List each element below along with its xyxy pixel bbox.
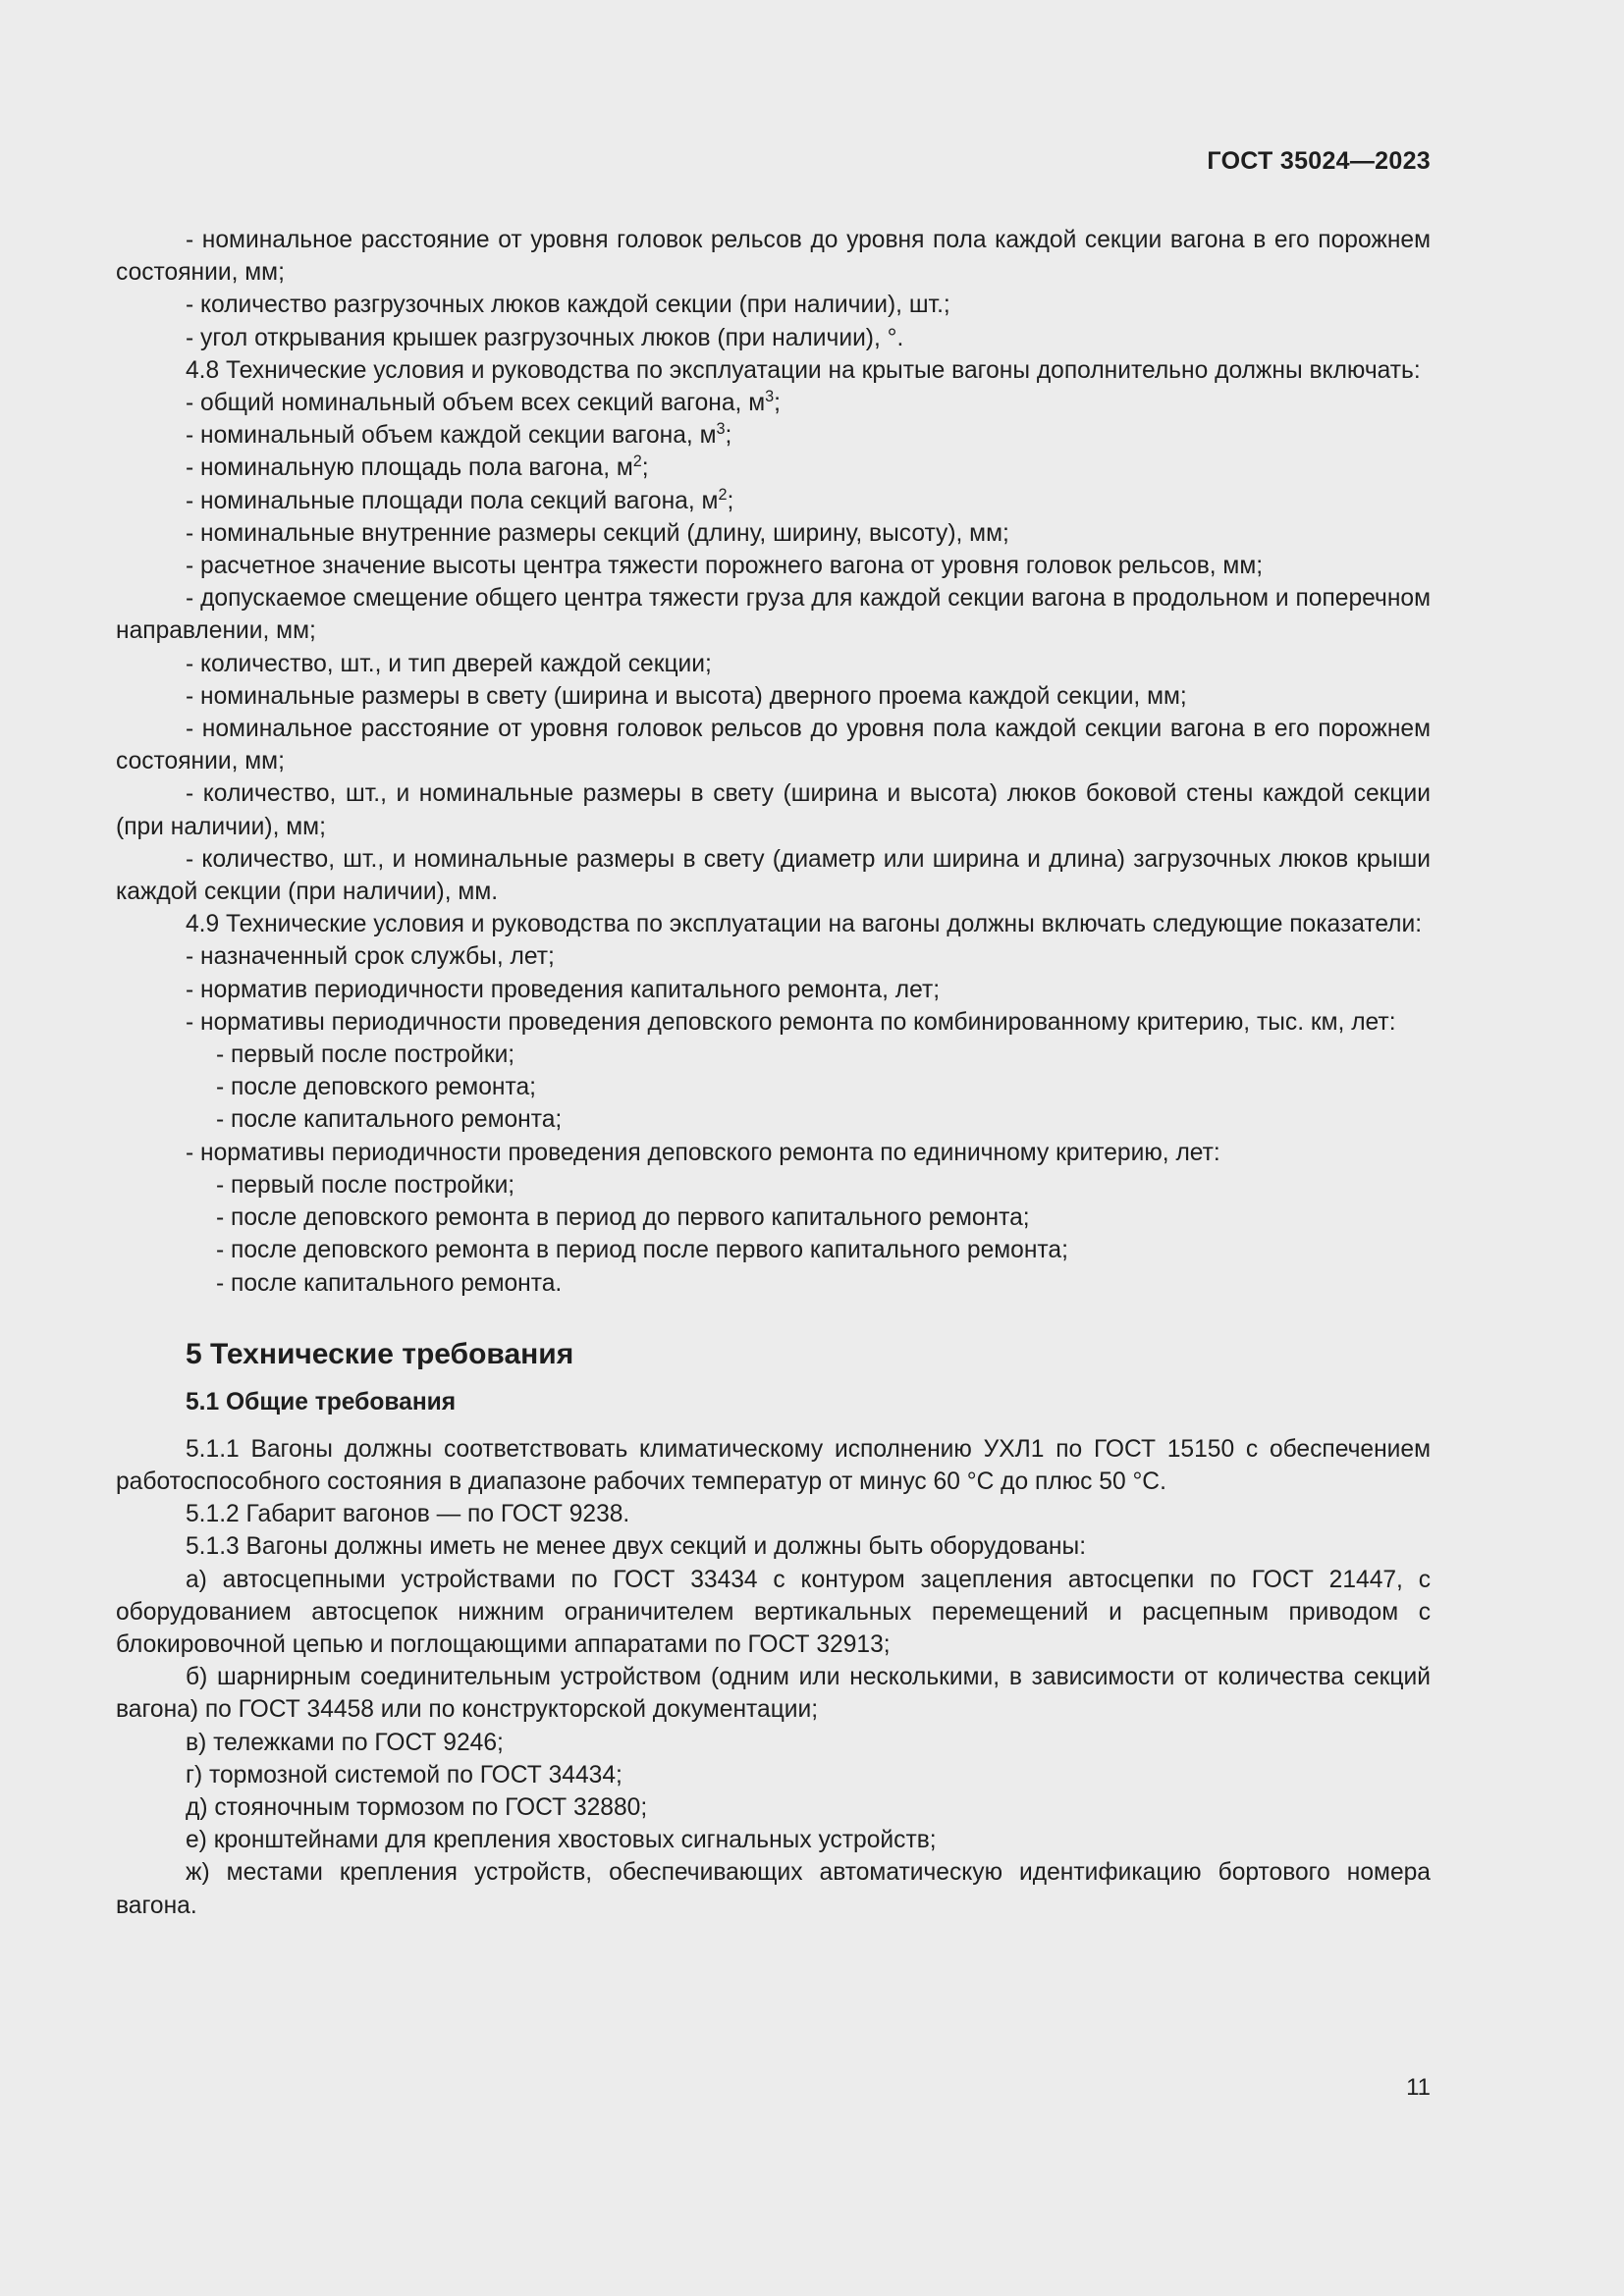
document-body: [116, 224, 1431, 1922]
paragraph: - угол открывания крышек разгрузочных люков (при наличии), °.: [186, 324, 904, 351]
paragraph: [116, 419, 1431, 452]
paragraph: - номинальные внутренние размеры секций (длину, ширину, высоту), мм;: [186, 519, 1009, 547]
paragraph-text: - общий номинальный объем всех секций вагона, м: [186, 390, 766, 417]
paragraph: - количество, шт., и номинальные размеры в свету (диаметр или ширина и длина) загрузочных люков крыши каждой секции (при наличии), мм.: [116, 845, 1431, 906]
paragraph: - количество, шт., и тип дверей каждой секции;: [186, 650, 712, 677]
paragraph: - нормативы периодичности проведения деповского ремонта по единичному критерию, лет:: [186, 1139, 1220, 1166]
paragraph-tail: ;: [641, 454, 649, 482]
paragraph: - норматив периодичности проведения капитального ремонта, лет;: [186, 976, 941, 1003]
paragraph-tail: ;: [725, 422, 732, 450]
paragraph: [116, 387, 1431, 419]
sub-list-item: - после капитального ремонта;: [216, 1106, 563, 1134]
paragraph-tail: ;: [727, 487, 734, 514]
paragraph: а) автосцепными устройствами по ГОСТ 33434 с контуром зацепления автосцепки по ГОСТ 21447, с оборудованием автосцепок нижним ограничителем вертикальных перемещений и расцепным приводом с блокировочной цепью и поглощающими аппаратами по ГОСТ 32913;: [116, 1566, 1431, 1658]
paragraph: - назначенный срок службы, лет;: [186, 943, 555, 971]
superscript: 2: [632, 453, 642, 471]
paragraph: 5.1.2 Габарит вагонов — по ГОСТ 9238.: [186, 1501, 630, 1528]
paragraph: - расчетное значение высоты центра тяжести порожнего вагона от уровня головок рельсов, мм;: [186, 553, 1264, 580]
paragraph: [116, 452, 1431, 484]
paragraph: 5.1.3 Вагоны должны иметь не менее двух секций и должны быть оборудованы:: [186, 1533, 1087, 1561]
subsection-heading: 5.1 Общие требования: [186, 1388, 457, 1415]
paragraph: - нормативы периодичности проведения деповского ремонта по комбинированному критерию, тыс. км, лет:: [186, 1008, 1396, 1036]
section-heading: 5 Технические требования: [186, 1337, 574, 1370]
paragraph: 4.8 Технические условия и руководства по эксплуатации на крытые вагоны дополнительно должны включать:: [186, 356, 1421, 384]
paragraph: г) тормозной системой по ГОСТ 34434;: [186, 1761, 623, 1789]
page-number: 11: [1406, 2074, 1431, 2101]
paragraph: - номинальное расстояние от уровня головок рельсов до уровня пола каждой секции вагона в его порожнем состоянии, мм;: [116, 716, 1431, 775]
paragraph-text: - номинальные площади пола секций вагона, м: [186, 487, 719, 514]
paragraph-text: - номинальный объем каждой секции вагона, м: [186, 422, 717, 450]
paragraph: в) тележками по ГОСТ 9246;: [186, 1729, 504, 1756]
sub-list-item: - после деповского ремонта в период до первого капитального ремонта;: [216, 1204, 1030, 1232]
sub-list-item: - первый после постройки;: [216, 1041, 515, 1069]
superscript: 3: [716, 420, 726, 439]
sub-list-item: - первый после постройки;: [216, 1171, 515, 1199]
paragraph: - номинальное расстояние от уровня головок рельсов до уровня пола каждой секции вагона в его порожнем состоянии, мм;: [116, 227, 1431, 287]
paragraph: - количество разгрузочных люков каждой секции (при наличии), шт.;: [186, 292, 950, 319]
paragraph-tail: ;: [774, 390, 781, 417]
paragraph: е) кронштейнами для крепления хвостовых сигнальных устройств;: [186, 1827, 937, 1854]
document-header: ГОСТ 35024—2023: [1207, 147, 1431, 175]
paragraph-text: - номинальную площадь пола вагона, м: [186, 454, 633, 482]
paragraph: - допускаемое смещение общего центра тяжести груза для каждой секции вагона в продольном и поперечном направлении, мм;: [116, 585, 1431, 645]
superscript: 2: [718, 485, 728, 504]
paragraph: - количество, шт., и номинальные размеры в свету (ширина и высота) люков боковой стены каждой секции (при наличии), мм;: [116, 780, 1431, 840]
superscript: 3: [765, 388, 775, 406]
paragraph: 4.9 Технические условия и руководства по эксплуатации на вагоны должны включать следующие показатели:: [186, 911, 1423, 938]
paragraph: д) стояночным тормозом по ГОСТ 32880;: [186, 1793, 648, 1821]
paragraph: - номинальные размеры в свету (ширина и высота) дверного проема каждой секции, мм;: [186, 682, 1187, 710]
paragraph: 5.1.1 Вагоны должны соответствовать климатическому исполнению УХЛ1 по ГОСТ 15150 с обеспечением работоспособного состояния в диапазоне рабочих температур от минус 60 °С до плюс 50 °С.: [116, 1435, 1431, 1495]
paragraph: [116, 485, 1431, 517]
paragraph: б) шарнирным соединительным устройством (одним или несколькими, в зависимости от количества секций вагона) по ГОСТ 34458 или по конструкторской документации;: [116, 1664, 1431, 1724]
paragraph: ж) местами крепления устройств, обеспечивающих автоматическую идентификацию бортового номера вагона.: [116, 1859, 1431, 1919]
sub-list-item: - после деповского ремонта в период после первого капитального ремонта;: [216, 1237, 1068, 1264]
sub-list-item: - после деповского ремонта;: [216, 1074, 536, 1101]
sub-list-item: - после капитального ремонта.: [216, 1269, 563, 1297]
